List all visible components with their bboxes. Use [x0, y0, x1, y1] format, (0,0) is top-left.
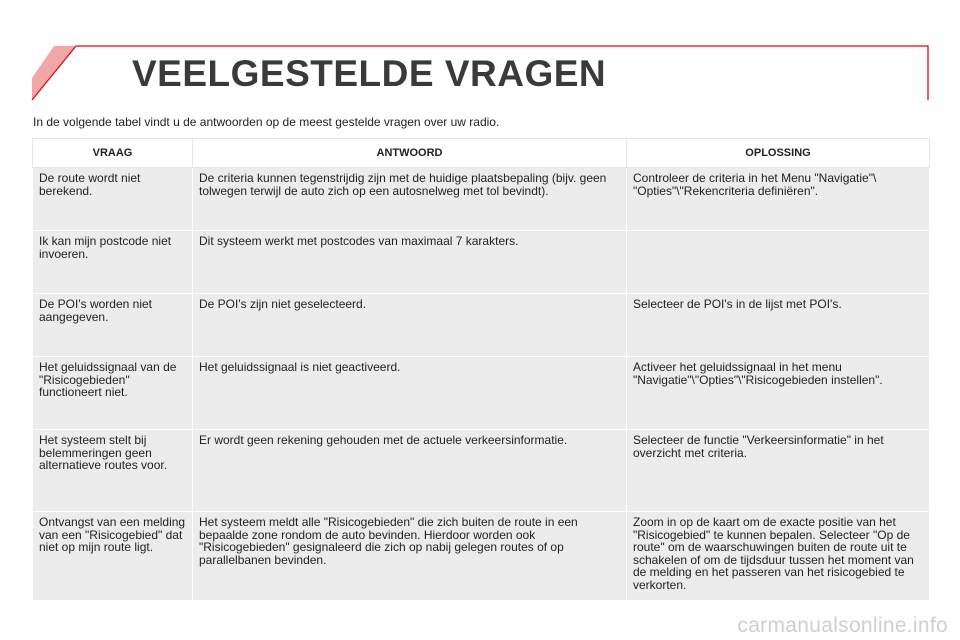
- question-cell: De route wordt niet berekend.: [33, 168, 193, 231]
- answer-cell: Dit systeem werkt met postcodes van maximaal 7 karakters.: [193, 231, 627, 294]
- table-row: [33, 430, 930, 512]
- question-cell: De POI's worden niet aangegeven.: [33, 294, 193, 357]
- question-cell: Het systeem stelt bij belemmeringen geen alternatieve routes voor.: [33, 430, 193, 512]
- answer-cell: De POI's zijn niet geselecteerd.: [193, 294, 627, 357]
- answer-cell: Het geluidssignaal is niet geactiveerd.: [193, 357, 627, 430]
- solution-cell: Selecteer de functie "Verkeersinformatie" in het overzicht met criteria.: [627, 430, 930, 512]
- column-header-answer: ANTWOORD: [193, 139, 627, 168]
- table-row: [33, 294, 930, 357]
- solution-cell: Activeer het geluidssignaal in het menu "Navigatie"\"Opties"\"Risicogebieden instellen".: [627, 357, 930, 430]
- table-row: [33, 512, 930, 601]
- solution-cell: Controleer de criteria in het Menu "Navigatie"\ "Opties"\"Rekencriteria definiëren".: [627, 168, 930, 231]
- answer-cell: Het systeem meldt alle "Risicogebieden" die zich buiten de route in een bepaalde zone rondom de auto bevinden. Hierdoor worden ook "Risicogebieden" gesignaleerd die zich op nabij gelegen routes of op parallelbanen bevinden.: [193, 512, 627, 601]
- solution-cell: Zoom in op de kaart om de exacte positie van het "Risicogebied" te kunnen bepalen. Selecteer "Op de route" om de waarschuwingen buiten de route uit te schakelen of om de tijdsduur tussen het moment van de melding en het passeren van het risicogebied te verkorten.: [627, 512, 930, 601]
- table-header-row: [33, 139, 930, 168]
- page-title: VEELGESTELDE VRAGEN: [132, 53, 607, 94]
- table-row: [33, 168, 930, 231]
- answer-cell: De criteria kunnen tegenstrijdig zijn met de huidige plaatsbepaling (bijv. geen tolwegen terwijl de auto zich op een autosnelweg met tol bevindt).: [193, 168, 627, 231]
- question-cell: Het geluidssignaal van de "Risicogebieden" functioneert niet.: [33, 357, 193, 430]
- table-row: [33, 357, 930, 430]
- solution-cell: [627, 231, 930, 294]
- column-header-solution: OPLOSSING: [627, 139, 930, 168]
- watermark: carmanualsonline.info: [737, 614, 948, 637]
- question-cell: Ontvangst van een melding van een "Risicogebied" dat niet op mijn route ligt.: [33, 512, 193, 601]
- solution-cell: Selecteer de POI's in de lijst met POI's.: [627, 294, 930, 357]
- answer-cell: Er wordt geen rekening gehouden met de actuele verkeersinformatie.: [193, 430, 627, 512]
- table-row: [33, 231, 930, 294]
- column-header-question: VRAAG: [33, 139, 193, 168]
- intro-text: In de volgende tabel vindt u de antwoorden op de meest gestelde vragen over uw radio.: [33, 115, 500, 129]
- faq-table: [32, 138, 930, 601]
- question-cell: Ik kan mijn postcode niet invoeren.: [33, 231, 193, 294]
